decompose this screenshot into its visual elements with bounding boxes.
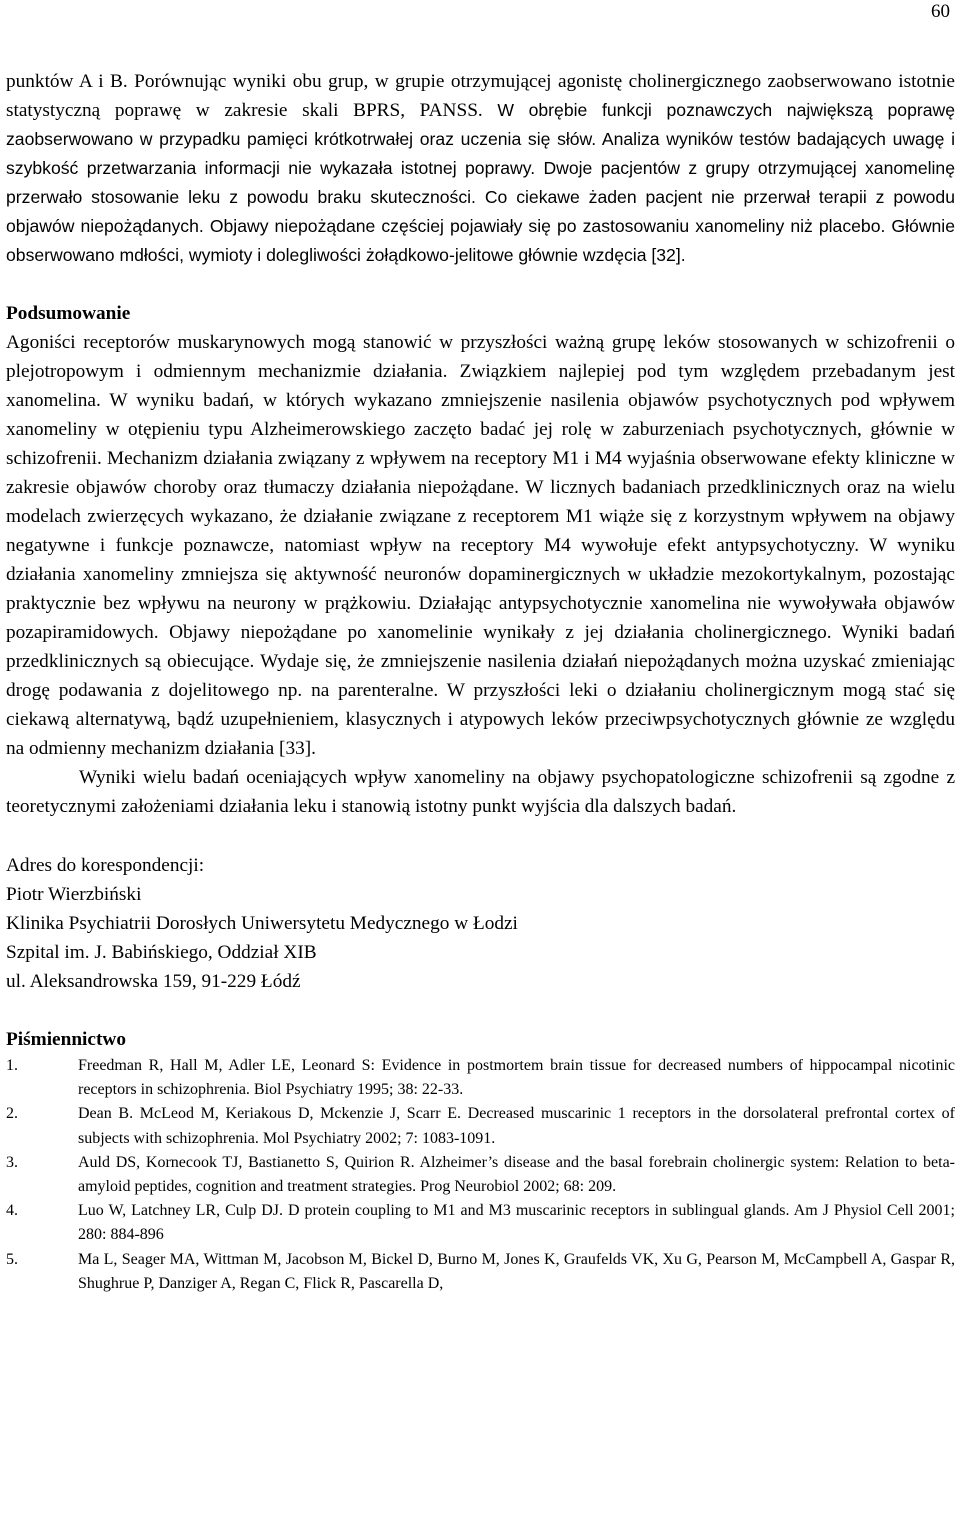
summary-paragraph-2: Wyniki wielu badań oceniających wpływ xanomeliny na objawy psychopatologiczne schizofrenii są zgodne z teoretycznymi założeniami działania leku i stanowią istotny punkt wyjścia dla dalszych badań. bbox=[6, 767, 955, 817]
spacer bbox=[6, 270, 955, 299]
intro-paragraph bbox=[6, 67, 955, 270]
page-number: 60 bbox=[931, 1, 950, 22]
correspondence-hospital: Szpital im. J. Babińskiego, Oddział XIB bbox=[6, 942, 317, 963]
reference-item bbox=[6, 1248, 955, 1296]
reference-text: Ma L, Seager MA, Wittman M, Jacobson M, Bickel D, Burno M, Jones K, Graufelds VK, Xu G, Pearson M, McCampbell A, Gaspar R, Shughrue P, Danziger A, Regan C, Flick R, Pascarella D, bbox=[78, 1250, 955, 1292]
reference-item bbox=[6, 1102, 955, 1150]
reference-number: 1. bbox=[6, 1057, 18, 1074]
summary-paragraph: Agoniści receptorów muskarynowych mogą stanowić w przyszłości ważną grupę leków stosowanych w schizofrenii o plejotropowym i odmiennym mechanizmie działania. Związkiem najlepiej pod tym względem przebadanym jest xanomelina. W wyniku badań, w których wykazano zmniejszenie nasilenia objawów psychotycznych pod wpływem xanomeliny w otępieniu typu Alzheimerowskiego zaczęto badać jej rolę w zaburzeniach psychotycznych, głównie w schizofrenii. Mechanizm działania związany z wpływem na receptory M1 i M4 wyjaśnia obserwowane efekty kliniczne w zakresie objawów choroby oraz tłumaczy działania niepożądane. W licznych badaniach przedklinicznych oraz na wielu modelach zwierzęcych wykazano, że działanie związane z receptorem M1 wiąże się z korzystnym wpływem na objawy negatywne i funkcje poznawcze, natomiast wpływ na receptory M4 wywołuje efekt antypsychotyczny. W wyniku działania xanomeliny zmniejsza się aktywność neuronów dopaminergicznych w układzie mezokortykalnym, pozostając praktycznie bez wpływu na neurony w prążkowiu. Działając antypsychotycznie xanomelina nie wywoływała objawów pozapiramidowych. Objawy niepożądane po xanomelinie wynikały z jej działania cholinergicznego. Wyniki badań przedklinicznych są obiecujące. Wydaje się, że zmniejszenie nasilenia działań niepożądanych można uzyskać zmieniając drogę podawania z dojelitowego np. na parenteralne. W przyszłości leki o działaniu cholinergicznym mogą stać się ciekawą alternatywą, bądź uzupełnieniem, klasycznych i atypowych leków przeciwpsychotycznych głównie ze względu na odmienny mechanizm działania [33]. bbox=[6, 332, 955, 759]
reference-text: Dean B. McLeod M, Keriakous D, Mckenzie J, Scarr E. Decreased muscarinic 1 receptors in the dorsolateral prefrontal cortex of subjects with schizophrenia. Mol Psychiatry 2002; 7: 1083-1091. bbox=[78, 1105, 955, 1147]
reference-text: Auld DS, Kornecook TJ, Bastianetto S, Quirion R. Alzheimer’s disease and the basal forebrain cholinergic system: Relation to beta-amyloid peptides, cognition and treatment strategies. Prog Neurobiol 2002; 68: 209. bbox=[78, 1153, 955, 1196]
correspondence-name: Piotr Wierzbiński bbox=[6, 884, 142, 905]
correspondence-label: Adres do korespondencji: bbox=[6, 855, 205, 876]
intro-paragraph-serif-text: punktów A i B. Porównując wyniki obu grup, w grupie otrzymującej agonistę cholinergicznego zaobserwowano istotnie statystyczną poprawę w zakresie skali BPRS, PANSS. bbox=[6, 71, 955, 121]
summary-heading: Podsumowanie bbox=[6, 303, 131, 324]
references-heading: Piśmiennictwo bbox=[6, 1029, 126, 1050]
reference-item bbox=[6, 1151, 955, 1199]
correspondence-street: ul. Aleksandrowska 159, 91-229 Łódź bbox=[6, 971, 301, 992]
correspondence-institution: Klinika Psychiatrii Dorosłych Uniwersytetu Medycznego w Łodzi bbox=[6, 913, 518, 934]
reference-number: 2. bbox=[6, 1105, 18, 1123]
reference-item bbox=[6, 1054, 955, 1102]
intro-paragraph-sans-text: W obrębie funkcji poznawczych największą poprawę zaobserwowano w przypadku pamięci krótkotrwałej oraz uczenia się słów. Analiza wyników testów badających uwagę i szybkość przetwarzania informacji nie wykazała istotnej poprawy. Dwoje pacjentów z grupy otrzymującej xanomelinę przerwało stosowanie leku z powodu braku skuteczności. Co ciekawe żaden pacjent nie przerwał terapii z powodu objawów niepożądanych. Objawy niepożądane częściej pojawiały się po zastosowaniu xanomeliny niż placebo. Głównie obserwowano mdłości, wymioty i dolegliwości żołądkowo-jelitowe głównie wzdęcia [32]. bbox=[6, 100, 955, 265]
correspondence-block bbox=[6, 851, 955, 996]
reference-number: 3. bbox=[6, 1153, 18, 1171]
reference-number: 5. bbox=[6, 1250, 18, 1268]
reference-text: Freedman R, Hall M, Adler LE, Leonard S: Evidence in postmortem brain tissue for decreased numbers of hippocampal nicotinic receptors in schizophrenia. Biol Psychiatry 1995; 38: 22-33. bbox=[78, 1057, 955, 1099]
reference-number: 4. bbox=[6, 1202, 18, 1220]
spacer bbox=[6, 821, 955, 851]
reference-text: Luo W, Latchney LR, Culp DJ. D protein coupling to M1 and M3 muscarinic receptors in sublingual glands. Am J Physiol Cell 2001; 280: 884-896 bbox=[78, 1202, 955, 1244]
page-content bbox=[6, 67, 955, 1296]
references-list bbox=[6, 1054, 955, 1296]
spacer bbox=[6, 996, 955, 1026]
reference-item bbox=[6, 1199, 955, 1247]
